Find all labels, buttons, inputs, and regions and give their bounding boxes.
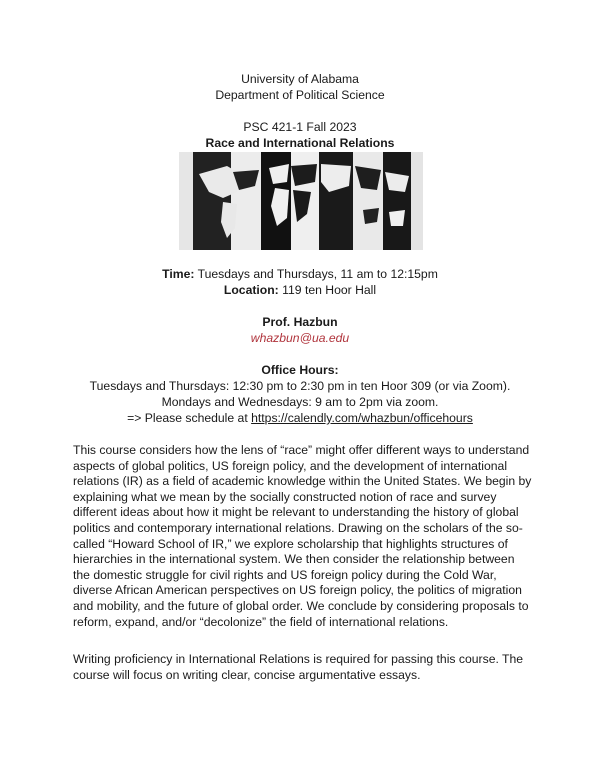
course-code: PSC 421-1 Fall 2023 — [243, 120, 357, 134]
calendly-link[interactable]: https://calendly.com/whazbun/officehours — [251, 411, 473, 425]
department-name: Department of Political Science — [215, 88, 385, 102]
office-hours-line-3 — [0, 410, 600, 426]
location-value: 119 ten Hoor Hall — [282, 283, 377, 297]
time-label: Time: — [162, 267, 195, 281]
instructor-email-line — [0, 330, 600, 346]
world-map-icon — [179, 152, 423, 250]
instructor-email[interactable]: whazbun@ua.edu — [250, 331, 350, 345]
university-name: University of Alabama — [241, 72, 359, 86]
office-hours-line-2: Mondays and Wednesdays: 9 am to 2pm via zoom. — [161, 395, 439, 409]
time-value: Tuesdays and Thursdays, 11 am to 12:15pm — [197, 267, 438, 281]
location-label: Location: — [223, 283, 279, 297]
schedule-prefix: => Please schedule at — [127, 411, 252, 425]
syllabus-header — [0, 71, 600, 151]
time-line — [0, 266, 600, 282]
course-title: Race and International Relations — [205, 136, 395, 150]
instructor-name: Prof. Hazbun — [262, 315, 338, 329]
location-line — [0, 282, 600, 298]
writing-requirement: Writing proficiency in International Relations is required for passing this course. The course will focus on writing clear, concise argumentative essays. — [73, 652, 524, 682]
office-hours-line-1: Tuesdays and Thursdays: 12:30 pm to 2:30 pm in ten Hoor 309 (or via Zoom). — [89, 379, 511, 393]
course-description: This course considers how the lens of “race” might offer different ways to understand aspects of global politics, US foreign policy, and the development of international relations (IR) as a field of academic knowledge within the United States. We begin by explaining what we mean by the socially constructed notion of race and survey different ideas about how it might be relevant to understanding the history of global politics and contemporary international relations. Drawing on the scholars of the so-called “Howard School of IR,” we explore scholarship that highlights structures of hierarchies in the international system. We then consider the relationship between the domestic struggle for civil rights and US foreign policy during the Cold War, diverse African American perspectives on US foreign policy, the politics of migration and mobility, and the future of global order. We conclude by considering proposals to reform, expand, and/or “decolonize” the field of international relations. — [73, 443, 532, 629]
world-map-image — [179, 152, 423, 250]
office-hours-heading: Office Hours: — [261, 363, 339, 377]
